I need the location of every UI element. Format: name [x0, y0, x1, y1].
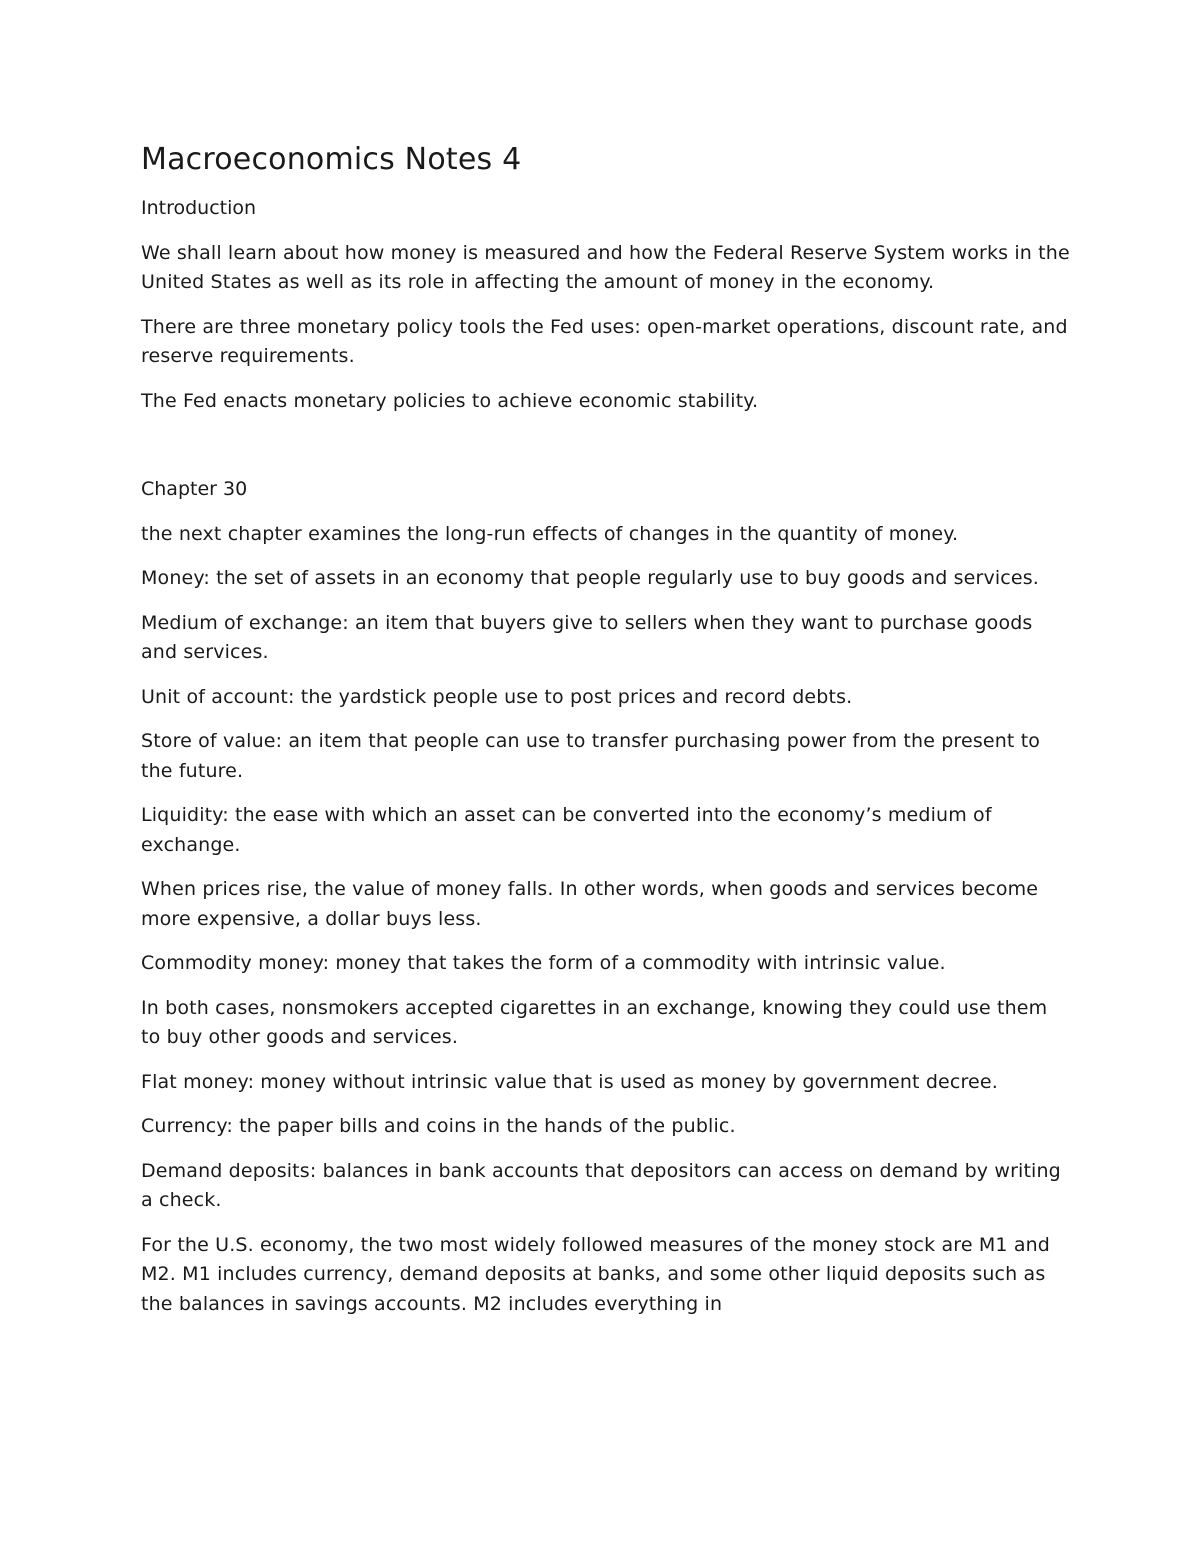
paragraph: Currency: the paper bills and coins in the hands of the public.: [141, 1115, 736, 1137]
paragraph: We shall learn about how money is measured and how the Federal Reserve System works in the United States as well as its role in affecting the amount of money in the economy.: [141, 241, 1070, 293]
section-heading-introduction: Introduction: [141, 197, 257, 219]
section-heading-chapter-30: Chapter 30: [141, 478, 248, 500]
paragraph: There are three monetary policy tools the Fed uses: open-market operations, discount rate, and reserve requirements.: [141, 315, 1068, 367]
paragraph: Store of value: an item that people can use to transfer purchasing power from the present to the future.: [141, 730, 1041, 782]
document-title: Macroeconomics Notes 4: [141, 142, 522, 177]
document-body: [141, 140, 1071, 1334]
paragraph: Liquidity: the ease with which an asset can be converted into the economy’s medium of exchange.: [141, 804, 992, 856]
paragraph: Unit of account: the yardstick people use to post prices and record debts.: [141, 685, 853, 708]
paragraph: Medium of exchange: an item that buyers give to sellers when they want to purchase goods and services.: [141, 611, 1033, 663]
paragraph: Demand deposits: balances in bank accounts that depositors can access on demand by writing a check.: [141, 1159, 1061, 1211]
section-spacer: [141, 431, 1071, 475]
paragraph: Flat money: money without intrinsic value that is used as money by government decree.: [141, 1070, 998, 1093]
paragraph: Commodity money: money that takes the form of a commodity with intrinsic value.: [141, 952, 946, 974]
paragraph: For the U.S. economy, the two most widely followed measures of the money stock are M1 and M2. M1 includes currency, demand deposits at banks, and some other liquid deposits such as the balances in savings accounts. M2 includes everything in: [141, 1233, 1051, 1315]
paragraph: the next chapter examines the long-run effects of changes in the quantity of money.: [141, 522, 959, 545]
paragraph: The Fed enacts monetary policies to achieve economic stability.: [141, 389, 759, 412]
paragraph: Money: the set of assets in an economy that people regularly use to buy goods and services.: [141, 567, 1039, 589]
paragraph: In both cases, nonsmokers accepted cigarettes in an exchange, knowing they could use them to buy other goods and services.: [141, 996, 1048, 1048]
paragraph: When prices rise, the value of money falls. In other words, when goods and services become more expensive, a dollar buys less.: [141, 878, 1039, 930]
